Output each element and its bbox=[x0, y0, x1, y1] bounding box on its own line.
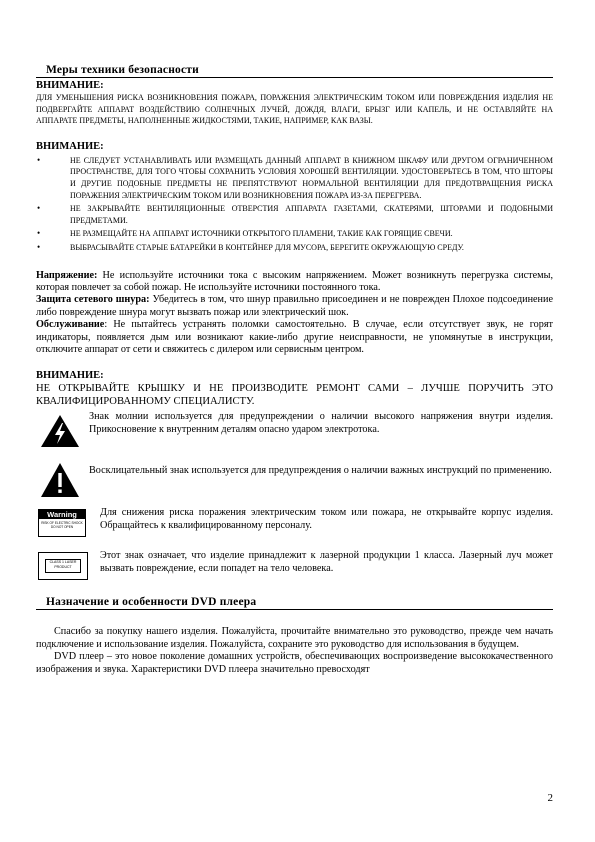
exclamation-warning-icon bbox=[40, 462, 80, 498]
exclamation-sign-row bbox=[36, 452, 553, 500]
lightning-warning-icon bbox=[40, 414, 80, 448]
list-item bbox=[36, 228, 553, 240]
bullet-icon: • bbox=[37, 241, 41, 252]
section-title-dvd: Назначение и особенности DVD плеера bbox=[36, 596, 553, 610]
page-content bbox=[36, 64, 553, 676]
list-item bbox=[36, 155, 553, 201]
warning-label-row bbox=[36, 500, 553, 542]
warning-label-icon bbox=[38, 509, 86, 537]
laser-label-small-text: CLASS 1 LASER PRODUCT bbox=[45, 559, 81, 573]
warning-label-small-text: RISK OF ELECTRIC SHOCK DO NOT OPEN bbox=[41, 521, 83, 530]
voltage-label: Напряжение: bbox=[36, 269, 98, 281]
warning-bullet-list bbox=[36, 155, 553, 254]
cord-paragraph bbox=[36, 294, 553, 319]
voltage-text: Не используйте источники тока с высоким напряжением. Может возникнуть перегрузка системы, которая повлечет за собой пожар. Не используйте источники постоянного тока. bbox=[36, 269, 553, 293]
cord-label: Защита сетевого шнура: bbox=[36, 294, 150, 306]
warning-heading-1: ВНИМАНИЕ: bbox=[36, 80, 104, 91]
bullet-text: НЕ РАЗМЕЩАЙТЕ НА АППАРАТ ИСТОЧНИКИ ОТКРЫТОГО ПЛАМЕНИ, ТАКИЕ КАК ГОРЯЩИЕ СВЕЧИ. bbox=[70, 229, 453, 239]
service-paragraph bbox=[36, 319, 553, 356]
list-item bbox=[36, 203, 553, 226]
warning-text-3: НЕ ОТКРЫВАЙТЕ КРЫШКУ И НЕ ПРОИЗВОДИТЕ РЕМОНТ САМИ – ЛУЧШЕ ПОРУЧИТЬ ЭТО КВАЛИФИЦИРОВАННОМУ СПЕЦИАЛИСТУ. bbox=[36, 383, 553, 408]
bullet-text: ВЫБРАСЫВАЙТЕ СТАРЫЕ БАТАРЕЙКИ В КОНТЕЙНЕР ДЛЯ МУСОРА, БЕРЕГИТЕ ОКРУЖАЮЩУЮ СРЕДУ. bbox=[70, 242, 464, 252]
exclamation-sign-text: Восклицательный знак используется для предупреждения о наличии важных инструкций по применению. bbox=[89, 465, 552, 477]
bullet-text: НЕ СЛЕДУЕТ УСТАНАВЛИВАТЬ ИЛИ РАЗМЕЩАТЬ ДАННЫЙ АППАРАТ В КНИЖНОМ ШКАФУ ИЛИ ДРУГОМ ОГРАНИЧЕННОМ ПРОСТРАНСТВЕ, ДЛЯ ТОГО ЧТОБЫ СОХРАНИТЬ УСЛОВИЯ ХОРОШЕЙ ВЕНТИЛЯЦИИ. УДОСТОВЕРЬТЕСЬ В ТОМ, ЧТО ШТОРЫ И ДРУГИЕ ПОДОБНЫЕ ПРЕДМЕТЫ НЕ ПРЕПЯТСТВУЮТ НОРМАЛЬНОЙ ВЕНТИЛЯЦИИ ДЛЯ ПРЕДОТВРАЩЕНИЯ РИСКА ПОРАЖЕНИЯ ЭЛЕКТРИЧЕСКИМ ТОКОМ ИЛИ ВОЗНИКНОВЕНИЯ ПОЖАРА ИЗ-ЗА ПЕРЕГРЕВА. bbox=[70, 155, 553, 200]
warning-text-1: ДЛЯ УМЕНЬШЕНИЯ РИСКА ВОЗНИКНОВЕНИЯ ПОЖАРА, ПОРАЖЕНИЯ ЭЛЕКТРИЧЕСКИМ ТОКОМ ИЛИ ПОВРЕЖДЕНИЯ ИЗДЕЛИЯ НЕ ПОДВЕРГАЙТЕ АППАРАТ ВОЗДЕЙСТВИЮ СОЛНЕЧНЫХ ЛУЧЕЙ, ДОЖДЯ, ВЛАГИ, БРЫЗГ ИЛИ КАПЕЛЬ, И НЕ ОСТАВЛЯЙТЕ НА АППАРАТЕ ПРЕДМЕТЫ, НАПОЛНЕННЫЕ ЖИДКОСТЯМИ, ТАКИЕ, НАПРИМЕР, КАК ВАЗЫ. bbox=[36, 93, 553, 126]
warning-heading-2: ВНИМАНИЕ: bbox=[36, 140, 104, 152]
dvd-paragraph-1: Спасибо за покупку нашего изделия. Пожалуйста, прочитайте внимательно это руководство, прежде чем начать подключение и использование изделия. Пожалуйста, сохраните это руководство для использования в будущем. bbox=[36, 626, 553, 650]
page-number: 2 bbox=[547, 792, 553, 804]
laser-label-text: Этот знак означает, что изделие принадлежит к лазерной продукции 1 класса. Лазерный луч может вызвать повреждение, если попадет на тело человека. bbox=[100, 550, 553, 575]
section-title-safety: Меры техники безопасности bbox=[36, 64, 553, 78]
bullet-icon: • bbox=[37, 154, 41, 165]
warning-label-text: Для снижения риска поражения электрическим током или пожара, не открывайте корпус изделия. Обращайтесь к квалифицированному персоналу. bbox=[100, 507, 553, 532]
service-label: Обслуживание bbox=[36, 319, 105, 331]
list-item bbox=[36, 242, 553, 254]
bullet-text: НЕ ЗАКРЫВАЙТЕ ВЕНТИЛЯЦИОННЫЕ ОТВЕРСТИЯ АППАРАТА ГАЗЕТАМИ, СКАТЕРЯМИ, ШТОРАМИ И ПОДОБНЫМИ ПРЕДМЕТАМИ. bbox=[70, 204, 553, 225]
bullet-icon: • bbox=[37, 203, 41, 214]
voltage-paragraph bbox=[36, 270, 553, 295]
cord-text: Убедитесь в том, что шнур правильно присоединен и не поврежден Плохое подсоединение либо повреждение шнура могут вызвать пожар или электрический шок. bbox=[36, 294, 553, 318]
laser-label-icon bbox=[38, 552, 88, 580]
service-text: : Не пытайтесь устранять поломки самостоятельно. В случае, если отсутствует звук, не горят индикаторы, появляется дым или возникают какие-либо другие неисправности, не упомянутые в инструкции, отключите аппарат от сети и свяжитесь с дилером или сервисным центром. bbox=[36, 319, 553, 355]
dvd-paragraph-2: DVD плеер – это новое поколение домашних устройств, обеспечивающих воспроизведение высококачественного изображения и звука. Характеристики DVD плеера значительно превосходят bbox=[36, 651, 553, 675]
lightning-sign-text: Знак молнии используется для предупреждении о наличии высокого напряжения внутри изделия. Прикосновение к внутренним деталям опасно ударом электротока. bbox=[89, 411, 553, 436]
warning-heading-3: ВНИМАНИЕ: bbox=[36, 370, 104, 382]
lightning-sign-row bbox=[36, 408, 553, 452]
laser-label-row bbox=[36, 542, 553, 588]
bullet-icon: • bbox=[37, 228, 41, 239]
warning-label-title: Warning bbox=[39, 510, 85, 519]
